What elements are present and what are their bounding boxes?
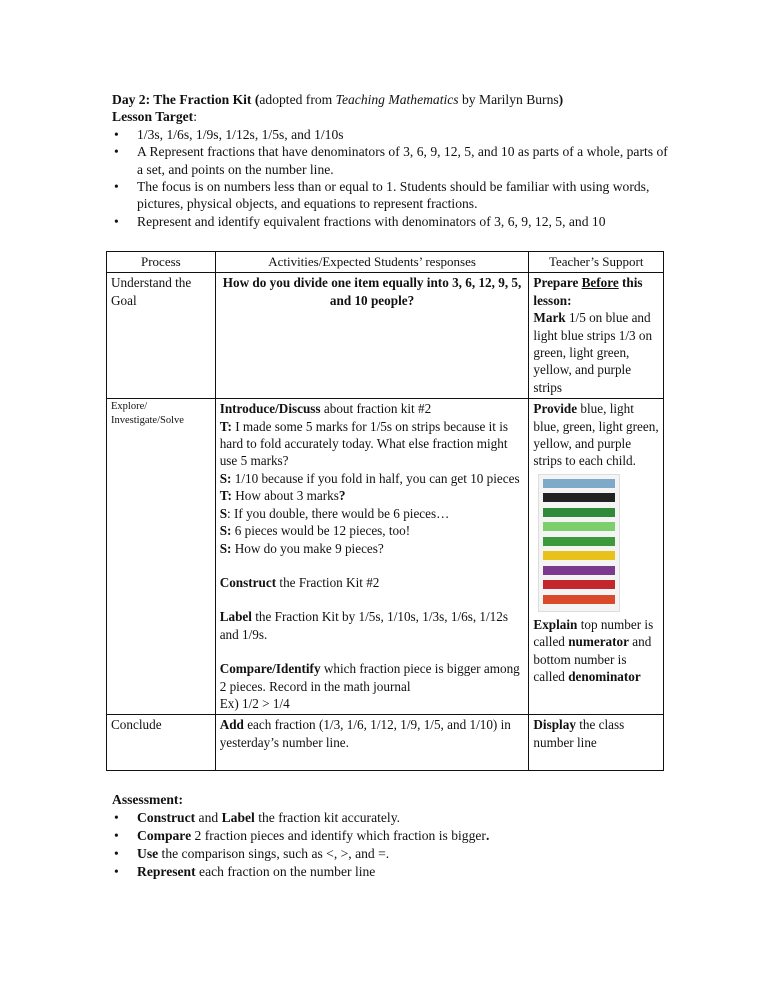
- table-row: [107, 399, 664, 715]
- assessment-section: [112, 791, 672, 881]
- table-row: [107, 715, 664, 771]
- fraction-strip: [543, 580, 615, 589]
- header-support: Teacher’s Support: [529, 252, 664, 273]
- fraction-strip: [543, 566, 615, 575]
- support-cell: Prepare Before this lesson: Mark 1/5 on blue and light blue strips 1/3 on green, light green, yellow, and purple strips: [529, 273, 664, 399]
- fraction-strip: [543, 522, 615, 531]
- list-item: • Use the comparison sings, such as <, >, and =.: [112, 845, 672, 863]
- support-cell: Provide blue, light blue, green, light green, yellow, and purple strips to each child. Explain top number is called numerator and bottom number is called denominator: [529, 399, 664, 715]
- fraction-strip: [543, 537, 615, 546]
- header-process: Process: [107, 252, 216, 273]
- activities-cell: Introduce/Discuss about fraction kit #2 T: I made some 5 marks for 1/5s on strips because it is hard to fold accurately today. What else fraction might use 5 marks? S: 1/10 because if you fold in half, you can get 10 pieces T: How about 3 marks? S: If you double, there would be 6 pieces… S: 6 pieces would be 12 pieces, too! S: How do you make 9 pieces? Construct the Fraction Kit #2 Label the Fraction Kit by 1/5s, 1/10s, 1/3s, 1/6s, 1/12s and 1/9s. Compare/Identify which fraction piece is bigger among 2 pieces. Record in the math journal Ex) 1/2 > 1/4: [215, 399, 529, 715]
- fraction-strip: [543, 551, 615, 560]
- list-item: • Construct and Label the fraction kit accurately.: [112, 809, 672, 827]
- list-item: • Represent and identify equivalent fractions with denominators of 3, 6, 9, 12, 5, and 10: [112, 213, 672, 230]
- activities-cell: [215, 273, 529, 399]
- list-item: • 1/3s, 1/6s, 1/9s, 1/12s, 1/5s, and 1/10s: [112, 126, 672, 143]
- lesson-header: [112, 91, 672, 230]
- list-item: • Compare 2 fraction pieces and identify which fraction is bigger.: [112, 827, 672, 845]
- fraction-strip: [543, 595, 615, 604]
- list-item: • A Represent fractions that have denominators of 3, 6, 9, 12, 5, and 10 as parts of a whole, parts of a set, and points on the number line.: [112, 143, 672, 178]
- process-cell: Conclude: [107, 715, 216, 771]
- activities-cell: Add each fraction (1/3, 1/6, 1/12, 1/9, 1/5, and 1/10) in yesterday’s number line.: [215, 715, 529, 771]
- lesson-title: Day 2: The Fraction Kit (adopted from Teaching Mathematics by Marilyn Burns): [112, 92, 564, 107]
- list-item: • The focus is on numbers less than or equal to 1. Students should be familiar with using words, pictures, physical objects, and equations to represent fractions.: [112, 178, 672, 213]
- fraction-strip: [543, 508, 615, 517]
- assessment-list: [112, 809, 672, 881]
- lesson-target-list: [112, 126, 672, 230]
- fraction-strips-photo: [538, 474, 620, 612]
- goal-question: How do you divide one item equally into 3, 6, 12, 9, 5, and 10 people?: [222, 275, 522, 308]
- header-activities: Activities/Expected Students’ responses: [215, 252, 529, 273]
- list-item: • Represent each fraction on the number line: [112, 863, 672, 881]
- process-cell: Understand the Goal: [107, 273, 216, 399]
- assessment-title: Assessment:: [112, 792, 183, 807]
- table-header-row: [107, 252, 664, 273]
- lesson-plan-table: [106, 251, 664, 771]
- fraction-strip: [543, 479, 615, 488]
- support-cell: Display the class number line: [529, 715, 664, 771]
- process-cell: Explore/ Investigate/Solve: [107, 399, 216, 715]
- fraction-strip: [543, 493, 615, 502]
- table-row: [107, 273, 664, 399]
- lesson-target-heading: Lesson Target:: [112, 109, 197, 125]
